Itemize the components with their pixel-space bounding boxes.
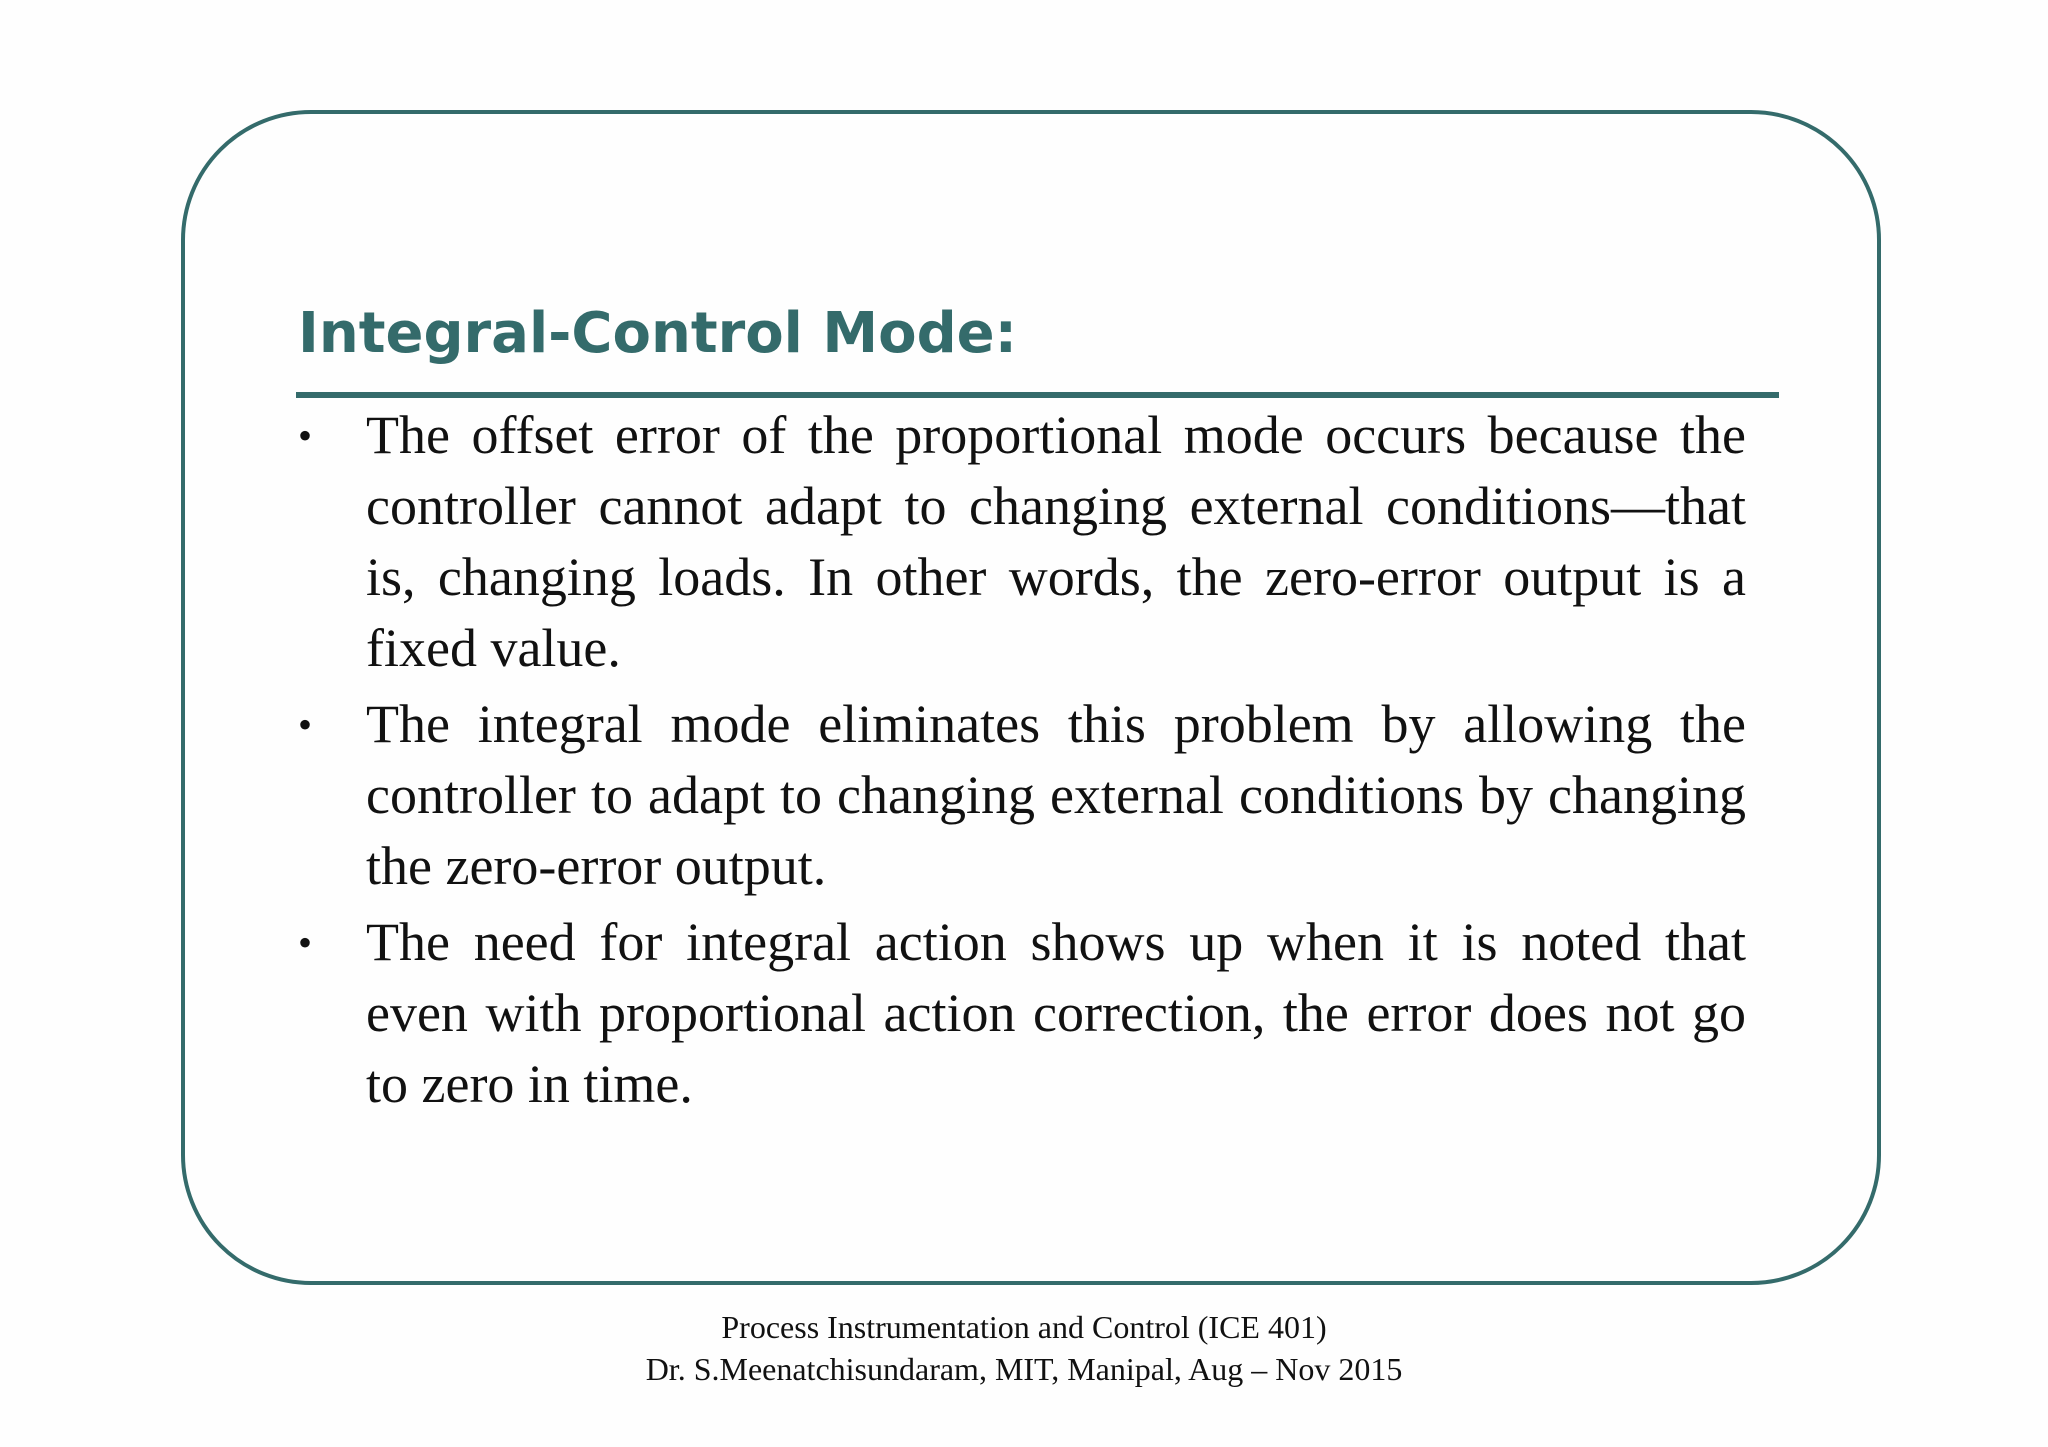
bullet-list <box>296 400 1746 1120</box>
footer-author: Dr. S.Meenatchisundaram, MIT, Manipal, Aug – Nov 2015 <box>645 1351 1403 1387</box>
slide-footer <box>0 1306 2048 1390</box>
slide-title: Integral-Control Mode: <box>298 301 1018 366</box>
bullet-text: The integral mode eliminates this problem by allowing the controller to adapt to changing external conditions by changing the zero-error output. <box>366 694 1746 896</box>
title-underline <box>296 392 1779 398</box>
bullet-text: The need for integral action shows up when it is noted that even with proportional action correction, the error does not go to zero in time. <box>366 912 1746 1114</box>
bullet-item <box>296 400 1746 684</box>
bullet-item <box>296 907 1746 1120</box>
bullet-item <box>296 689 1746 902</box>
bullet-marker: • <box>298 702 313 747</box>
bullet-marker: • <box>298 920 313 965</box>
bullet-text: The offset error of the proportional mode occurs because the controller cannot adapt to changing external conditions—that is, changing loads. In other words, the zero-error output is a fixed value. <box>366 405 1746 678</box>
bullet-marker: • <box>298 413 313 458</box>
footer-course: Process Instrumentation and Control (ICE 401) <box>721 1309 1327 1345</box>
